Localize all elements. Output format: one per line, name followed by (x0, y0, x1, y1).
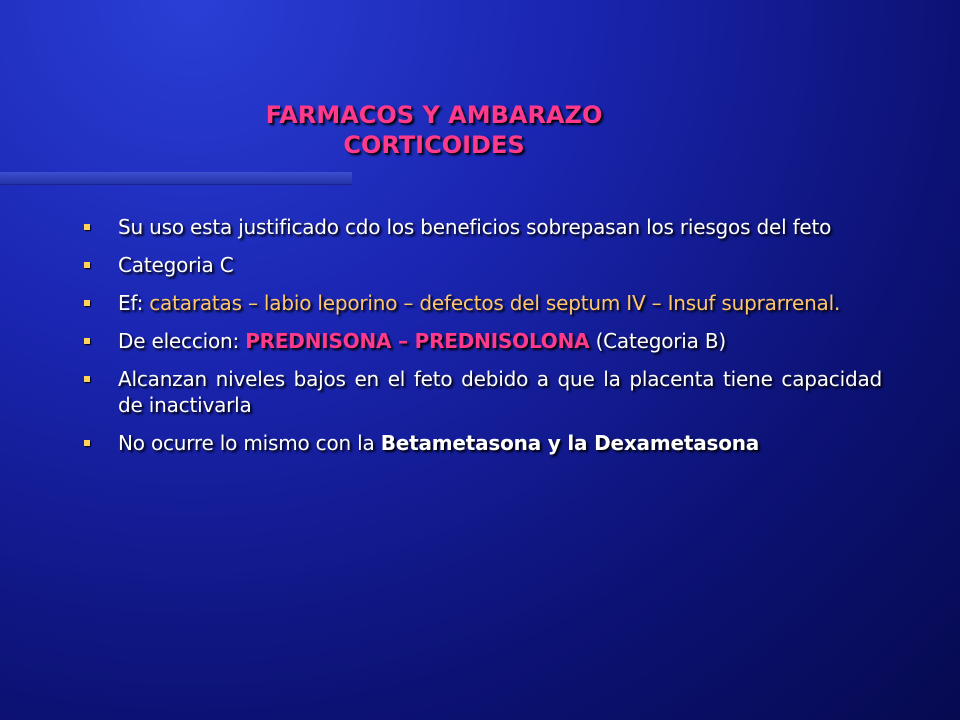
bullet-text-1: Su uso esta justificado cdo los beneficios sobrepasan los riesgos del feto (118, 215, 832, 239)
bullet-item-6 (84, 430, 882, 456)
slide-title (0, 100, 868, 160)
slide-title-line-1: FARMACOS Y AMBARAZO (265, 101, 603, 129)
square-bullet-icon (84, 262, 90, 268)
bullet-text-4-suffix: (Categoria B) (589, 329, 726, 353)
bullet-text-4-prefix: De eleccion: (118, 329, 246, 353)
bullet-text-6-drugs: Betametasona y la Dexametasona (380, 431, 760, 455)
bullet-item-3 (84, 290, 882, 316)
bullet-list (84, 214, 882, 468)
bullet-text-3-prefix: Ef: (118, 291, 150, 315)
bullet-item-4 (84, 328, 882, 354)
square-bullet-icon (84, 300, 90, 306)
square-bullet-icon (84, 440, 90, 446)
bullet-text-6-prefix: No ocurre lo mismo con la (118, 431, 381, 455)
bullet-text-2: Categoria C (118, 253, 234, 277)
square-bullet-icon (84, 376, 90, 382)
title-divider-bar (0, 172, 352, 185)
bullet-item-2 (84, 252, 882, 278)
square-bullet-icon (84, 224, 90, 230)
bullet-item-5 (84, 366, 882, 418)
bullet-text-4-drugs: PREDNISONA – PREDNISOLONA (245, 329, 590, 353)
bullet-item-1 (84, 214, 882, 240)
slide-title-line-2: CORTICOIDES (343, 131, 525, 159)
square-bullet-icon (84, 338, 90, 344)
bullet-text-3-effects: cataratas – labio leporino – defectos del septum IV – Insuf suprarrenal. (149, 291, 841, 315)
bullet-text-5: Alcanzan niveles bajos en el feto debido a que la placenta tiene capacidad de inactivarla (118, 367, 882, 417)
